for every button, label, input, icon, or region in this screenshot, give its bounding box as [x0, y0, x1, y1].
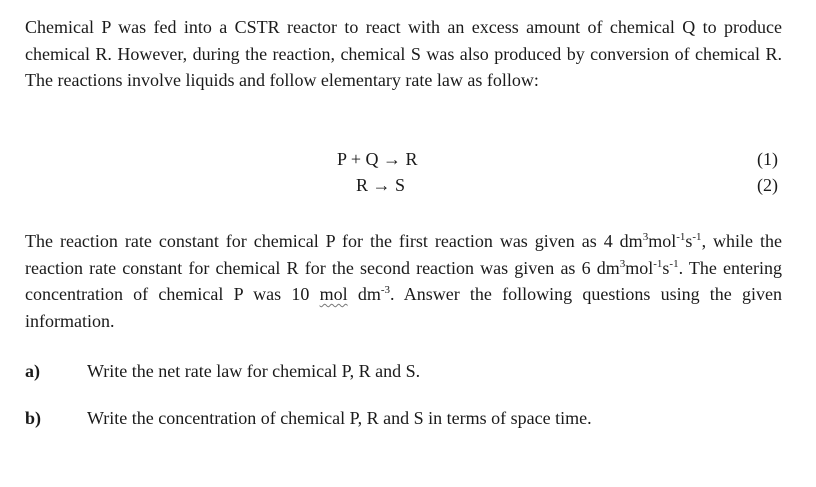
equation-number-1: (1)	[757, 149, 778, 169]
question-b-label: b)	[25, 408, 42, 428]
spellcheck-underlined-word: mol	[319, 284, 348, 304]
rate-constants-paragraph: The reaction rate constant for chemical P for the first reaction was given as 4 $dm^3mol^{-1}s^{-1}$, while the reaction rate constant for chemical R for the second reaction was given as 6 $dm^3mol^{-1}s^{-1}$. The entering concentration of chemical P was 10 mol $dm^{-3}$. Answer the following questions using the given information.	[25, 231, 783, 331]
question-a-text: Write the net rate law for chemical P, R and S.	[87, 361, 421, 381]
problem-intro: Chemical P was fed into a CSTR reactor to react with an excess amount of chemical Q to produce chemical R. However, during the reaction, chemical S was also produced by conversion of chemical R. The reactions involve liquids and follow elementary rate law as follow:	[25, 17, 782, 90]
question-b-text: Write the concentration of chemical P, R and S in terms of space time.	[87, 408, 592, 428]
question-a-label: a)	[25, 361, 40, 381]
equation-number-2: (2)	[757, 175, 778, 195]
reaction-equation-2: R → S	[356, 175, 406, 195]
reaction-equation-1: P + Q → R	[337, 149, 418, 169]
